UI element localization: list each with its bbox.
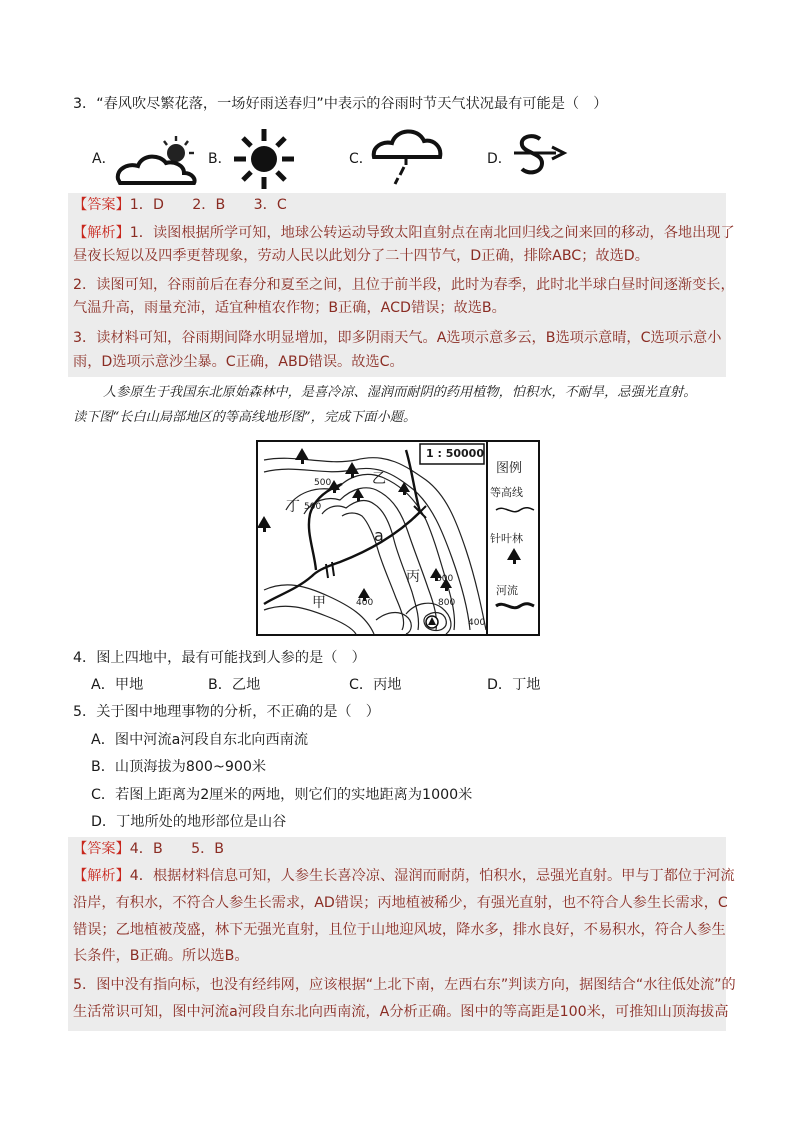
contour-label: 400 [356,598,374,608]
analysis-tag: 【解析】 [73,868,130,884]
sun-icon [232,127,296,191]
analysis-1-line-3: 2．读图可知，谷雨前后在春分和夏至之间，且位于前半段，此时为春季，此时北半球白昼时间逐渐变长， [73,277,735,293]
place-bing: 丙 [406,569,420,585]
place-ding: 丁 [286,499,300,515]
analysis-2-line-6: 生活常识可知，图中河流a河段自东北向西南流，A分析正确。图中的等高距是100米，可推知山顶海拔高 [73,1004,729,1020]
legend-conifer-label: 针叶林 [490,532,523,545]
q5-option-a: A．图中河流a河段自东北向西南流 [91,732,309,748]
sandstorm-icon [510,129,570,187]
rain-cloud-icon [370,123,444,187]
q4-option-b: B．乙地 [208,677,261,693]
analysis-1-line-5: 3．读材料可知，谷雨期间降水明显增加，即多阴雨天气。A选项示意多云，B选项示意晴，C选项示意小 [73,330,722,346]
analysis-2-line-2: 沿岸，有积水，不符合人参生长需求，AD错误；丙地植被稀少，有强光直射，也不符合人参生长需求，C [73,895,728,911]
q4-option-a: A．甲地 [91,677,144,693]
legend-river-label: 河流 [496,584,518,597]
option-a-label: A． [92,151,116,167]
passage-line-1: 人参原生于我国东北原始森林中，是喜冷凉、湿润而耐阴的药用植物，怕积水，不耐旱，忌强光直射。 [103,385,697,400]
contour-map [256,440,540,636]
analysis-2-line-3: 错误；乙地植被茂盛，林下无强光直射，且位于山地迎风坡，降水多，排水良好，不易积水，符合人参生 [73,922,726,938]
answer-2-text: 4．B 5．B [129,841,225,857]
passage-line-2: 读下图“长白山局部地区的等高线地形图”，完成下面小题。 [73,410,417,425]
contour-label: 500 [304,502,322,512]
contour-label: 500 [314,478,332,488]
option-d-label: D． [487,151,512,167]
analysis-2-line-1 [73,866,735,886]
analysis-1-line-2: 昼夜长短以及四季更替现象，劳动人民以此划分了二十四节气，D正确，排除ABC；故选D。 [73,248,649,264]
answer-2 [73,839,224,859]
q5-option-b: B．山顶海拔为800~900米 [91,759,267,775]
q4-option-c: C．丙地 [349,677,402,693]
river-label-a: a [374,526,384,545]
analysis-1-line-6: 雨，D选项示意沙尘暴。C正确，ABD错误。故选C。 [73,354,404,370]
analysis-1-line-1 [73,223,735,243]
analysis-2-text-1: 4．根据材料信息可知，人参生长喜冷凉、湿润而耐荫，怕积水，忌强光直射。甲与丁都位于河流 [129,868,735,884]
partly-cloudy-icon [112,135,204,187]
legend-title: 图例 [496,461,523,476]
legend-contour-label: 等高线 [490,486,523,499]
question-3-stem: 3．“春风吹尽繁花落，一场好雨送春归”中表示的谷雨时节天气状况最有可能是（ ） [73,96,608,112]
contour-label: 400 [468,618,486,628]
place-yi: 乙 [372,471,386,487]
analysis-1-line-4: 气温升高，雨量充沛，适宜种植农作物；B正确，ACD错误；故选B。 [73,300,506,316]
option-b-label: B． [208,151,232,167]
contour-label: 600 [436,574,454,584]
answer-tag: 【答案】 [73,197,130,213]
q5-option-c: C．若图上距离为2厘米的两地，则它们的实地距离为1000米 [91,787,473,803]
contour-label: 800 [438,598,456,608]
map-scale: 1 : 50000 [426,447,484,460]
q5-option-d: D．丁地所处的地形部位是山谷 [91,814,287,830]
question-5-stem: 5．关于图中地理事物的分析，不正确的是（ ） [73,704,380,720]
answer-1 [73,195,287,215]
place-jia: 甲 [312,595,326,611]
q4-option-d: D．丁地 [487,677,541,693]
question-3-options [0,131,794,187]
answer-tag: 【答案】 [73,841,130,857]
analysis-2-line-4: 长条件，B正确。所以选B。 [73,948,249,964]
analysis-2-line-5: 5．图中没有指向标，也没有经纬网，应该根据“上北下南，左西右东”判读方向，据图结合“水往低处流”的 [73,977,736,993]
option-c-label: C． [349,151,373,167]
analysis-tag: 【解析】 [73,225,130,241]
question-4-stem: 4．图上四地中，最有可能找到人参的是（ ） [73,650,366,666]
answer-1-text: 1．D 2．B 3．C [129,197,287,213]
analysis-1-text-1: 1．读图根据所学可知，地球公转运动导致太阳直射点在南北回归线之间来回的移动，各地出现了 [129,225,735,241]
